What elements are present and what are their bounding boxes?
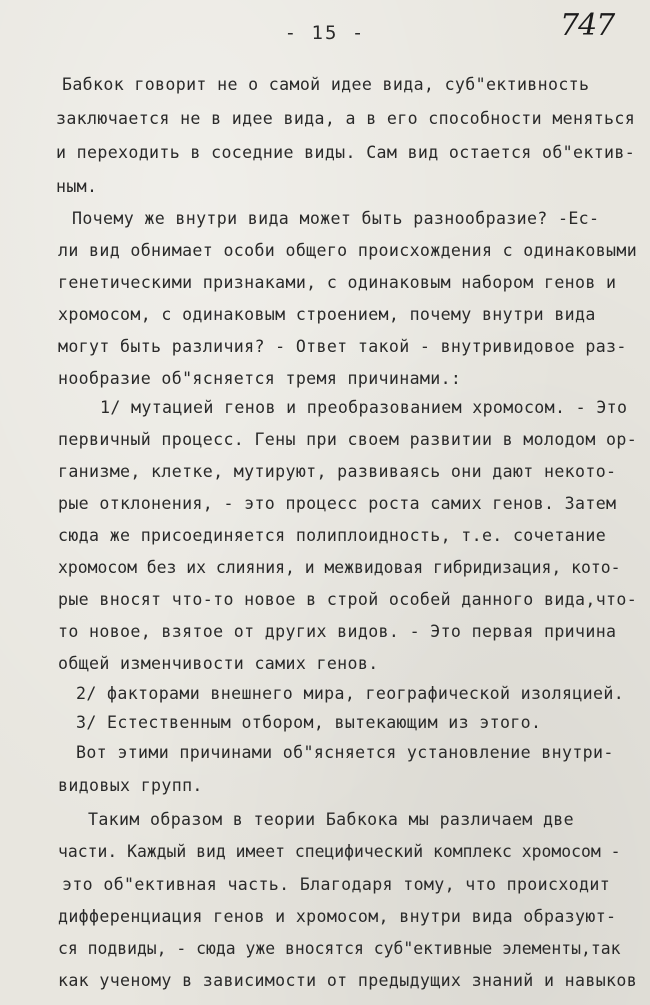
text-line: это об"ективная часть. Благодаря тому, что происходит: [62, 875, 611, 894]
text-line: заключается не в идее вида, а в его способности меняться: [56, 109, 636, 128]
text-line: 2/ факторами внешнего мира, географической изоляцией.: [76, 684, 625, 703]
text-line: ганизме, клетке, мутируют, развиваясь они дают некото-: [58, 462, 617, 481]
archive-number: 747: [560, 8, 615, 43]
text-line: общей изменчивости самих генов.: [58, 654, 379, 673]
text-line: ным.: [56, 177, 98, 196]
text-line: нообразие об"ясняется тремя причинами.:: [58, 369, 462, 388]
text-line: и переходить в соседние виды. Сам вид остается об"ектив-: [56, 143, 636, 162]
text-line: хромосом, с одинаковым строением, почему внутри вида: [58, 305, 596, 324]
text-line: Бабкок говорит не о самой идее вида, суб"ективность: [62, 75, 590, 94]
text-line: Почему же внутри вида может быть разнообразие? -Ес-: [72, 209, 600, 228]
text-line: Вот этими причинами об"ясняется установление внутри-: [76, 743, 614, 762]
text-line: первичный процесс. Гены при своем развитии в молодом ор-: [58, 430, 638, 449]
text-line: Таким образом в теории Бабкока мы различаем две: [88, 810, 574, 829]
text-line: ли вид обнимает особи общего происхождения с одинаковыми: [58, 241, 638, 260]
text-line: ся подвиды, - сюда уже вносятся суб"ективные элементы,так: [58, 939, 621, 958]
text-line: хромосом без их слияния, и межвидовая гибридизация, кото-: [58, 558, 621, 577]
text-line: рые отклонения, - это процесс роста самих генов. Затем: [58, 494, 617, 513]
text-line: рые вносят что-то новое в строй особей данного вида,что-: [58, 590, 638, 609]
text-line: как ученому в зависимости от предыдущих знаний и навыков: [58, 971, 638, 990]
text-line: сюда же присоединяется полиплоидность, т.е. сочетание: [58, 526, 607, 545]
text-line: 1/ мутацией генов и преобразованием хромосом. - Это: [100, 398, 628, 417]
text-line: то новое, взятое от других видов. - Это первая причина: [58, 622, 617, 641]
text-line: видовых групп.: [58, 776, 203, 795]
text-line: части. Каждый вид имеет специфический комплекс хромосом -: [58, 842, 621, 861]
page-number: - 15 -: [284, 22, 366, 44]
text-line: дифференциация генов и хромосом, внутри вида образуют-: [58, 907, 617, 926]
text-line: могут быть различия? - Ответ такой - внутривидовое раз-: [58, 337, 627, 356]
text-line: 3/ Естественным отбором, вытекающим из этого.: [76, 713, 542, 732]
text-line: генетическими признаками, с одинаковым набором генов и: [58, 273, 617, 292]
